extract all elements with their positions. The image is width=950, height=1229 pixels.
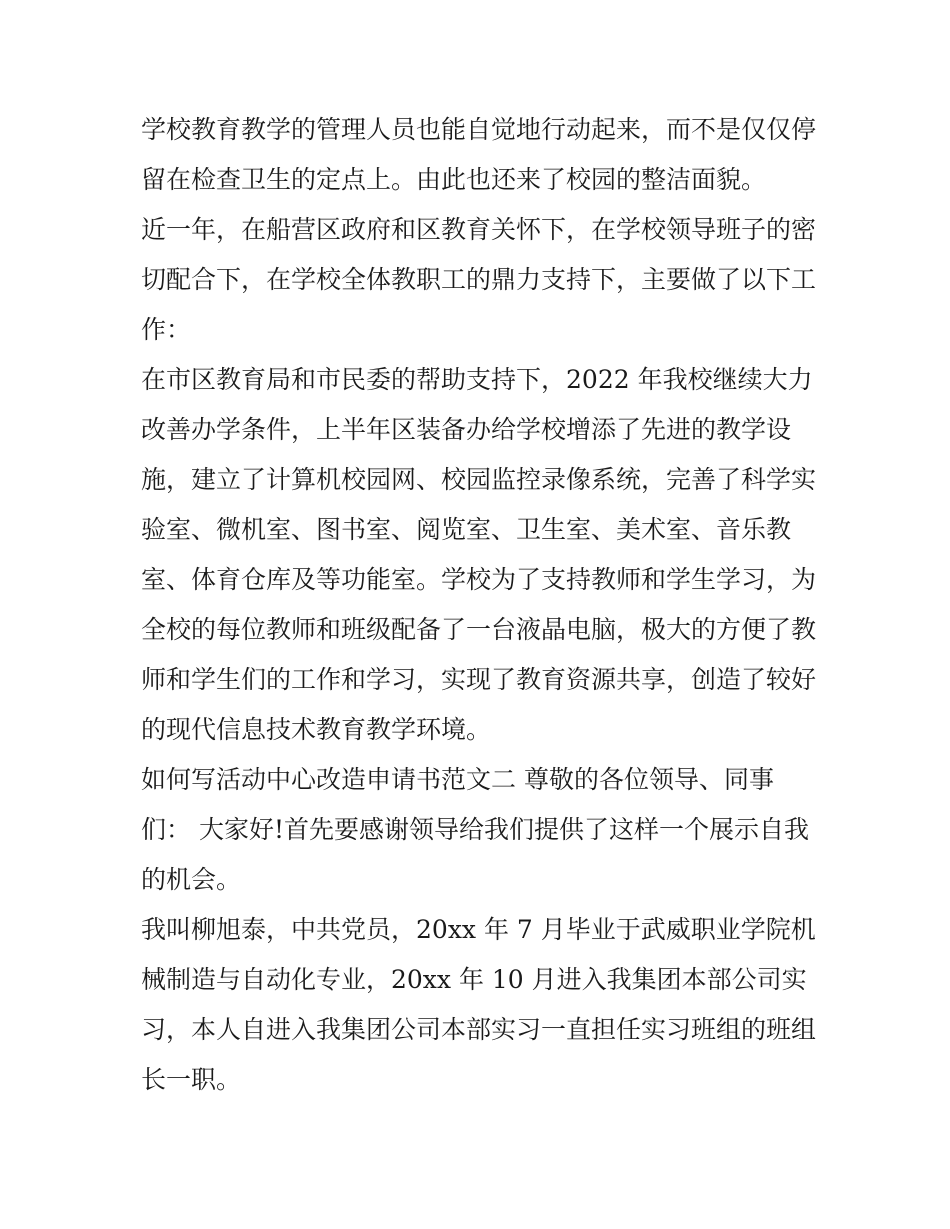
- text-line: 验室、微机室、图书室、阅览室、卫生室、美术室、音乐教: [141, 515, 792, 544]
- text-line: 作：: [141, 315, 192, 344]
- text-line: 长一职。: [141, 1065, 242, 1094]
- text-line: 全校的每位教师和班级配备了一台液晶电脑，极大的方便了教: [141, 615, 817, 644]
- document-body: [141, 105, 821, 1105]
- text-line: 械制造与自动化专业，20xx 年 10 月进入我集团本部公司实: [141, 965, 807, 994]
- text-line: 的现代信息技术教育教学环境。: [141, 715, 492, 744]
- text-line: 改善办学条件，上半年区装备办给学校增添了先进的教学设: [141, 415, 792, 444]
- text-line: 的机会。: [141, 865, 242, 894]
- text-line: 近一年，在船营区政府和区教育关怀下，在学校领导班子的密: [141, 215, 817, 244]
- text-line: 习，本人自进入我集团公司本部实习一直担任实习班组的班组: [141, 1015, 817, 1044]
- text-line: 们： 大家好!首先要感谢领导给我们提供了这样一个展示自我: [141, 815, 809, 844]
- text-line: 施，建立了计算机校园网、校园监控录像系统，完善了科学实: [141, 465, 817, 494]
- text-line: 我叫柳旭泰，中共党员，20xx 年 7 月毕业于武威职业学院机: [141, 915, 816, 944]
- text-line: 如何写活动中心改造申请书范文二 尊敬的各位领导、同事: [141, 765, 774, 794]
- text-line: 留在检查卫生的定点上。由此也还来了校园的整洁面貌。: [141, 165, 767, 194]
- text-line: 室、体育仓库及等功能室。学校为了支持教师和学生学习，为: [141, 565, 817, 594]
- text-line: 学校教育教学的管理人员也能自觉地行动起来，而不是仅仅停: [141, 115, 817, 144]
- text-line: 切配合下，在学校全体教职工的鼎力支持下，主要做了以下工: [141, 265, 817, 294]
- text-line: 在市区教育局和市民委的帮助支持下，2022 年我校继续大力: [141, 365, 813, 394]
- text-line: 师和学生们的工作和学习，实现了教育资源共享，创造了较好: [141, 665, 817, 694]
